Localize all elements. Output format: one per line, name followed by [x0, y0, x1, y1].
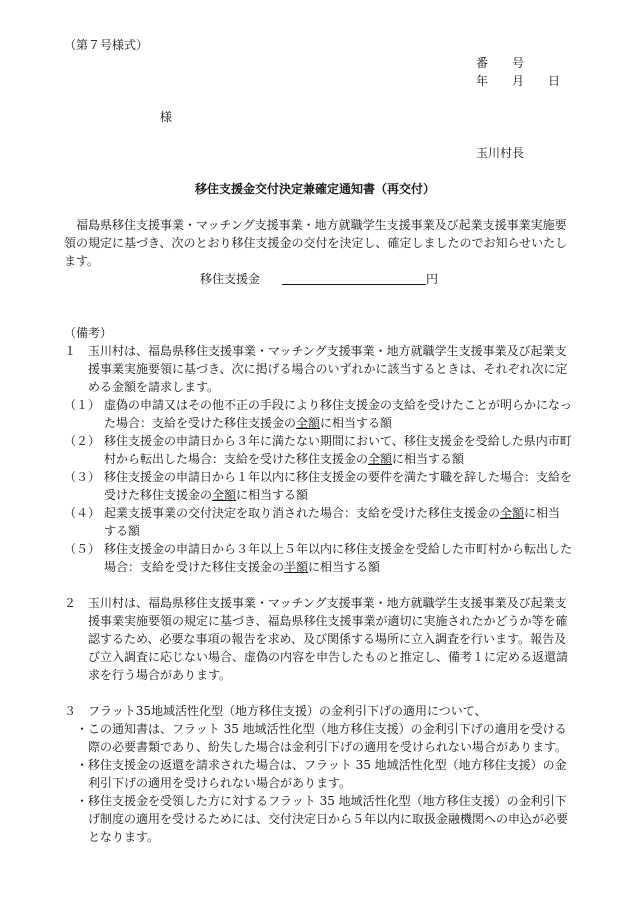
note-1-item-mark: （１） — [64, 398, 101, 412]
note-1-item-emphasis: 全額 — [500, 506, 525, 520]
note-1-item-mark: （４） — [64, 506, 101, 520]
document-number-label: 番 号 — [476, 56, 525, 70]
intro-paragraph — [64, 216, 572, 270]
note-3-bullet — [64, 756, 572, 792]
note-1-item-emphasis: 全額 — [368, 452, 393, 466]
note-3 — [64, 702, 572, 846]
amount-unit: 円 — [426, 272, 439, 286]
notes-heading: （備考） — [64, 326, 113, 340]
note-1-item-text-pre: 起業支援事業の交付決定を取り消された場合：支給を受けた移住支援金の — [104, 506, 501, 520]
note-2-main — [64, 594, 572, 684]
document-date-label: 年 月 日 — [476, 74, 561, 88]
note-3-main — [64, 702, 572, 720]
form-number: （第７号様式） — [64, 38, 149, 52]
note-1-item-emphasis: 全額 — [212, 488, 237, 502]
note-1-item-text — [104, 396, 572, 432]
note-3-bullets — [64, 720, 572, 846]
note-3-bullet-mark: ・ — [76, 758, 89, 772]
note-1-item-text — [104, 468, 572, 504]
addressee-suffix: 様 — [160, 110, 173, 124]
note-1-item-text-post: に相当する額 — [236, 488, 309, 502]
note-1 — [64, 342, 572, 576]
note-1-item-text-post: に相当する額 — [308, 560, 381, 574]
note-3-bullet-text: 移住支援金の返還を請求された場合は、フラット 35 地域活性化型（地方移住支援）の金利引下げの適用を受けられない場合があります。 — [88, 758, 567, 790]
amount-blank-line — [282, 271, 426, 285]
note-1-item — [64, 432, 572, 468]
note-1-item-mark: （２） — [64, 434, 101, 448]
note-3-bullet-text: この通知書は、フラット 35 地域活性化型（地方移住支援）の金利引下げの適用を受ける際の必要書類であり、紛失した場合は金利引下げの適用を受けられない場合があります。 — [88, 722, 568, 754]
note-1-item-mark: （３） — [64, 470, 101, 484]
note-2 — [64, 594, 572, 684]
note-3-bullet-text: 移住支援金を受領した方に対するフラット 35 地域活性化型（地方移住支援）の金利引下げ制度の適用を受けるためには、交付決定日から５年以内に取扱金融機関への申込が必要となります。 — [88, 794, 569, 844]
note-1-items — [64, 396, 572, 576]
note-1-item-text-pre: 移住支援金の申請日から３年に満たない期間において、移住支援金を受給した県内市町村から転出した場合：支給を受けた移住支援金の — [104, 434, 572, 466]
document-title: 移住支援金交付決定兼確定通知書（再交付） — [194, 182, 435, 196]
note-1-item — [64, 504, 572, 540]
note-1-item — [64, 396, 572, 432]
note-1-item-text — [104, 540, 572, 576]
note-1-text: 玉川村は、福島県移住支援事業・マッチング支援事業・地方就職学生支援事業及び起業支援事業実施要領に基づき、次に掲げる場合のいずれかに該当するときは、それぞれ次に定める金額を請求します。 — [88, 344, 568, 394]
note-3-text: フラット35地域活性化型（地方移住支援）の金利引下げの適用について、 — [88, 704, 487, 718]
intro-text: 福島県移住支援事業・マッチング支援事業・地方就職学生支援事業及び起業支援事業実施要領の規定に基づき、次のとおり移住支援金の交付を決定し、確定しましたのでお知らせいたします。 — [64, 218, 568, 268]
note-1-item-text — [104, 504, 572, 540]
note-1-item-text-pre: 移住支援金の申請日から１年以内に移住支援金の要件を満たす職を辞した場合：支給を受けた移住支援金の — [104, 470, 573, 502]
note-2-text: 玉川村は、福島県移住支援事業・マッチング支援事業・地方就職学生支援事業及び起業支援事業実施要領の規定に基づき、福島県移住支援事業が適切に実施されたかどうか等を確認するため、必要な事項の報告を求め、及び関係する場所に立入調査を行います。報告及び立入調査に応じない場合、虚偽の内容を申告したものと推定し、備考１に定める返還請求を行う場合があります。 — [88, 596, 569, 682]
note-1-item-emphasis: 全額 — [296, 416, 321, 430]
note-3-bullet-mark: ・ — [76, 722, 89, 736]
amount-row — [200, 270, 438, 288]
note-1-item-text-post: に相当する額 — [392, 452, 465, 466]
note-1-item-text-pre: 虚偽の申請又はその他不正の手段により移住支援金の支給を受けたことが明らかになった場合：支給を受けた移住支援金の — [104, 398, 573, 430]
note-1-item-emphasis: 半額 — [284, 560, 309, 574]
note-1-item-text-pre: 移住支援金の申請日から３年以上５年以内に移住支援金を受給した市町村から転出した場合：支給を受けた移住支援金の — [104, 542, 573, 574]
note-1-item-text — [104, 432, 572, 468]
issuer-name: 玉川村長 — [476, 146, 525, 160]
note-1-main — [64, 342, 572, 396]
note-3-mark: ３ — [64, 704, 77, 718]
note-1-item — [64, 468, 572, 504]
note-1-item-text-post: に相当する額 — [320, 416, 393, 430]
note-2-mark: ２ — [64, 596, 77, 610]
note-3-bullet-mark: ・ — [76, 794, 89, 808]
note-1-item — [64, 540, 572, 576]
amount-label: 移住支援金 — [200, 272, 261, 286]
note-3-bullet — [64, 792, 572, 846]
note-3-bullet — [64, 720, 572, 756]
note-1-item-mark: （５） — [64, 542, 101, 556]
note-1-item-text-post: に相当する額 — [104, 506, 561, 538]
note-1-mark: １ — [64, 344, 77, 358]
